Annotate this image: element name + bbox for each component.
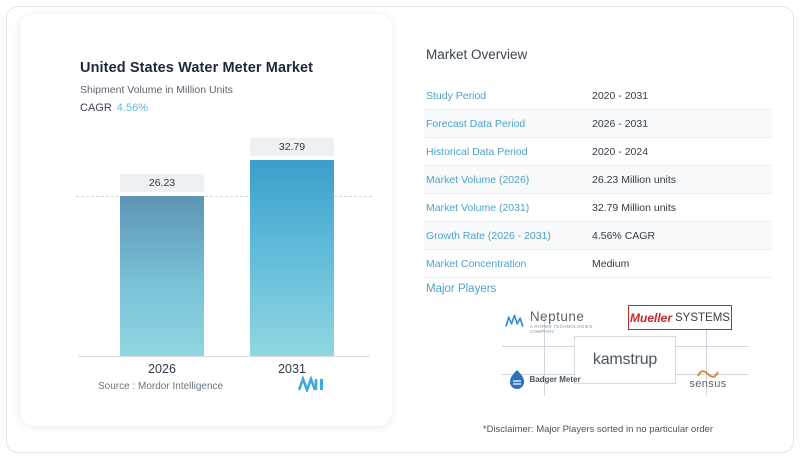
player-logo-neptune: [504, 306, 614, 336]
market-overview-table: [424, 82, 772, 278]
bar-2031: [250, 160, 334, 356]
player-logo-sensus: [668, 362, 748, 396]
bar-value-label-2026: 26.23: [120, 174, 204, 192]
row-value: 2026 - 2031: [592, 117, 649, 130]
source-text: Source : Mordor Intelligence: [98, 381, 224, 392]
row-key: Market Concentration: [426, 257, 527, 270]
chart-subtitle: Shipment Volume in Million Units: [80, 84, 233, 96]
bar-2026: [120, 196, 204, 356]
table-row: [424, 82, 772, 110]
x-tick-2031: 2031: [278, 362, 306, 376]
major-players-diagram: [424, 300, 772, 412]
neptune-mark-icon: [504, 312, 525, 330]
bar-value-label-2031: 32.79: [250, 138, 334, 156]
market-overview-title: Market Overview: [426, 47, 528, 62]
player-subtext-mueller: SYSTEMS: [675, 311, 730, 324]
sensus-mark-icon: [697, 369, 719, 378]
x-tick-2026: 2026: [148, 362, 176, 376]
table-row: [424, 250, 772, 278]
row-key: Forecast Data Period: [426, 117, 526, 130]
row-value: Medium: [592, 257, 630, 270]
mordor-intelligence-logo-icon: [298, 376, 324, 392]
major-players-title: Major Players: [426, 283, 497, 295]
row-value: 26.23 Million units: [592, 173, 677, 186]
axis-baseline: [78, 356, 370, 357]
player-logo-kamstrup: [574, 336, 676, 384]
row-value: 2020 - 2031: [592, 89, 649, 102]
row-key: Market Volume (2031): [426, 201, 530, 214]
table-row: [424, 110, 772, 138]
player-name-badger-meter: Badger Meter: [529, 374, 581, 384]
row-key: Market Volume (2026): [426, 173, 530, 186]
player-name-mueller: Mueller: [630, 310, 673, 325]
row-value: 32.79 Million units: [592, 201, 677, 214]
row-key: Growth Rate (2026 - 2031): [426, 229, 551, 242]
cagr-row: [80, 102, 148, 114]
table-row: [424, 194, 772, 222]
player-logo-badger-meter: [502, 362, 588, 396]
player-name-neptune: Neptune: [529, 308, 585, 324]
row-value: 4.56% CAGR: [592, 229, 656, 242]
player-logo-mueller: [628, 305, 732, 330]
table-row: [424, 166, 772, 194]
disclaimer-text: *Disclaimer: Major Players sorted in no particular order: [482, 424, 714, 435]
player-name-kamstrup: kamstrup: [592, 351, 658, 368]
connector-line-right-top: [676, 346, 748, 347]
cagr-label: CAGR: [80, 102, 112, 114]
table-row: [424, 138, 772, 166]
bar-plot-area: [78, 124, 368, 356]
chart-title: United States Water Meter Market: [80, 60, 314, 76]
cagr-value: 4.56%: [116, 102, 148, 114]
connector-line-left-top: [502, 346, 574, 347]
player-name-sensus: sensus: [689, 377, 727, 390]
player-subtext-neptune: A ROPER TECHNOLOGIES COMPANY: [529, 323, 593, 334]
row-key: Study Period: [426, 89, 487, 102]
row-value: 2020 - 2024: [592, 145, 649, 158]
table-row: [424, 222, 772, 250]
row-key: Historical Data Period: [426, 145, 528, 158]
chart-card: [20, 14, 392, 426]
badger-meter-mark-icon: [509, 369, 525, 389]
